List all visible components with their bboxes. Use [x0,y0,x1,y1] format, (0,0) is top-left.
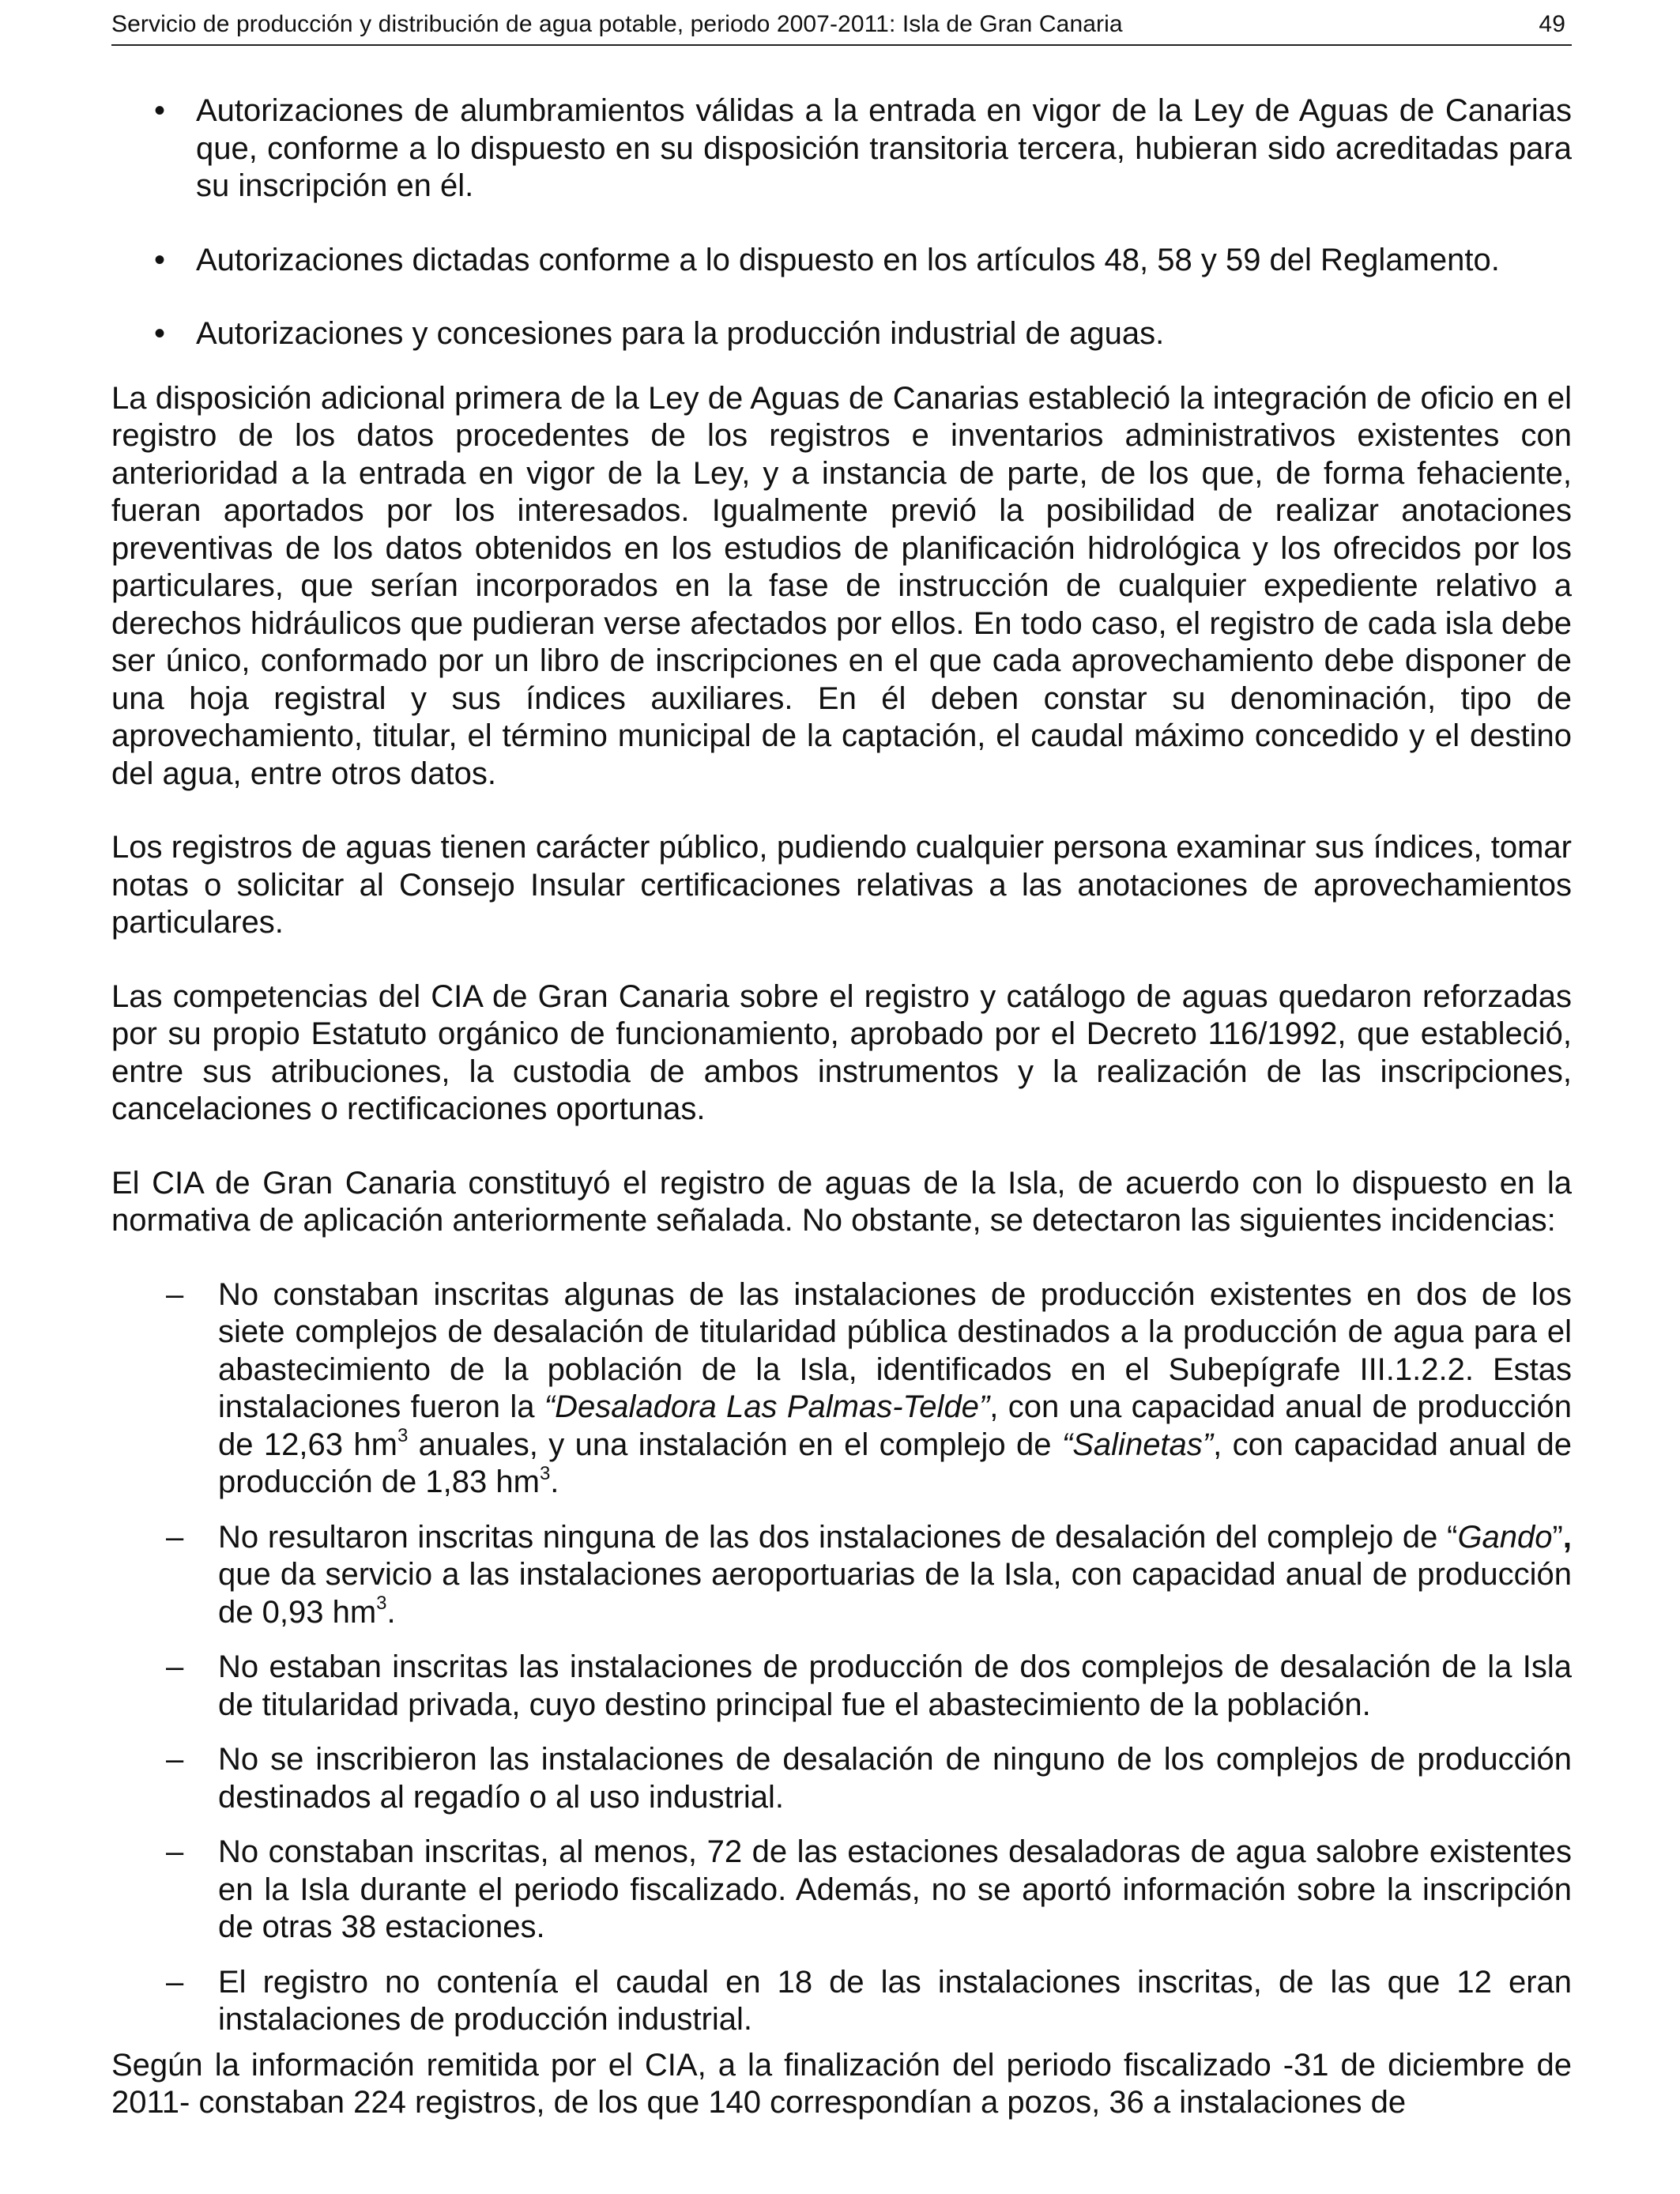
quoted-name: “Desaladora Las Palmas-Telde” [544,1389,990,1424]
quoted-name: “Salinetas” [1061,1427,1214,1462]
superscript: 3 [397,1425,409,1447]
dash-text: No constaban inscritas, al menos, 72 de las estaciones desaladoras de agua salobre existentes en la Isla durante el periodo fiscalizado. Además, no se aportó información sobre la inscripción de otras 38 estaciones. [218,1834,1572,1944]
dash-text: El registro no contenía el caudal en 18 de las instalaciones inscritas, de las que 12 eran instalaciones de producción industrial. [218,1964,1572,2037]
bullet-marker: • [154,242,166,277]
incidencias-list [111,1276,1572,2039]
dash-item [111,1276,1572,1502]
superscript: 3 [376,1593,387,1615]
paragraph: El CIA de Gran Canaria constituyó el registro de aguas de la Isla, de acuerdo con lo dispuesto en la normativa de aplicación anteriormente señalada. No obstante, se detectaron las siguientes incidencias: [111,1165,1572,1238]
dash-item [111,1519,1572,1632]
dash-marker: – [166,1834,184,1869]
dash-marker: – [166,1742,184,1777]
dash-marker: – [166,1519,184,1555]
quoted-name: Gando [1457,1519,1553,1555]
running-header [111,6,1572,46]
superscript: 3 [539,1462,551,1484]
bullet-text: Autorizaciones de alumbramientos válidas a la entrada en vigor de la Ley de Aguas de Canarias que, conforme a lo dispuesto en su disposición transitoria tercera, hubieran sido acreditadas para su inscripción en él. [196,93,1572,203]
page-body [111,92,1572,2122]
bullet-marker: • [154,316,166,351]
dash-text: No se inscribieron las instalaciones de desalación de ninguno de los complejos de producción destinados al regadío o al uso industrial. [218,1742,1572,1815]
dash-item [111,1834,1572,1947]
dash-marker: – [166,1964,184,2000]
header-title: Servicio de producción y distribución de agua potable, periodo 2007-2011: Isla de Gran Canaria [111,11,1123,37]
paragraph: La disposición adicional primera de la Ley de Aguas de Canarias estableció la integración de oficio en el registro de los datos procedentes de los registros e inventarios administrativos existentes con anterioridad a la entrada en vigor de la Ley, y a instancia de parte, de los que, de forma fehaciente, fueran aportados por los interesados. Igualmente previó la posibilidad de realizar anotaciones preventivas de los datos obtenidos en los estudios de planificación hidrológica y los ofrecidos por los particulares, que serían incorporados en la fase de instrucción de cualquier expediente relativo a derechos hidráulicos que pudieran verse afectados por ellos. En todo caso, el registro de cada isla debe ser único, conformado por un libro de inscripciones en el que cada aprovechamiento debe disponer de una hoja registral y sus índices auxiliares. En él deben constar su denominación, tipo de aprovechamiento, titular, el término municipal de la captación, el caudal máximo concedido y el destino del agua, entre otros datos. [111,380,1572,791]
bullet-marker: • [154,93,166,128]
bullet-text: Autorizaciones y concesiones para la producción industrial de aguas. [196,316,1165,351]
dash-text: No constaban inscritas algunas de las instalaciones de producción existentes en dos de los siete complejos de desalación de titularidad pública destinados a la producción de agua para el abastecimiento de la población de la Isla, identificados en el Subepígrafe III.1.2.2. Estas instalaciones fueron la “Desaladora Las Palmas-Telde”, con una capacidad anual de producción de 12,63 $hm^3$ anuales, y una instalación en el complejo de “Salinetas”, con capacidad anual de producción de 1,83 $hm^3$. [218,1276,1572,1499]
dash-item [111,1649,1572,1724]
dash-item [111,1964,1572,2039]
dash-text: No resultaron inscritas ninguna de las dos instalaciones de desalación del complejo de “Gando”, que da servicio a las instalaciones aeroportuarias de la Isla, con capacidad anual de producción de 0,93 $hm^3$. [218,1519,1572,1630]
bullet-item [111,242,1572,280]
dash-marker: – [166,1276,184,1312]
dash-text: No estaban inscritas las instalaciones de producción de dos complejos de desalación de la Isla de titularidad privada, cuyo destino principal fue el abastecimiento de la población. [218,1649,1572,1722]
bullet-text: Autorizaciones dictadas conforme a lo dispuesto en los artículos 48, 58 y 59 del Reglamento. [196,242,1500,277]
bullet-item [111,92,1572,205]
paragraph: Según la información remitida por el CIA, a la finalización del periodo fiscalizado -31 de diciembre de 2011- constaban 224 registros, de los que 140 correspondían a pozos, 36 a instalaciones de [111,2047,1572,2120]
paragraph: Los registros de aguas tienen carácter público, pudiendo cualquier persona examinar sus índices, tomar notas o solicitar al Consejo Insular certificaciones relativas a las anotaciones de aprovechamientos particulares. [111,830,1572,940]
paragraph: Las competencias del CIA de Gran Canaria sobre el registro y catálogo de aguas quedaron reforzadas por su propio Estatuto orgánico de funcionamiento, aprobado por el Decreto 116/1992, que estableció, entre sus atribuciones, la custodia de ambos instrumentos y la realización de las inscripciones, cancelaciones o rectificaciones oportunas. [111,978,1572,1126]
page-number: 49 [1539,11,1565,37]
dash-marker: – [166,1649,184,1684]
bullet-item [111,315,1572,353]
dash-item [111,1741,1572,1816]
